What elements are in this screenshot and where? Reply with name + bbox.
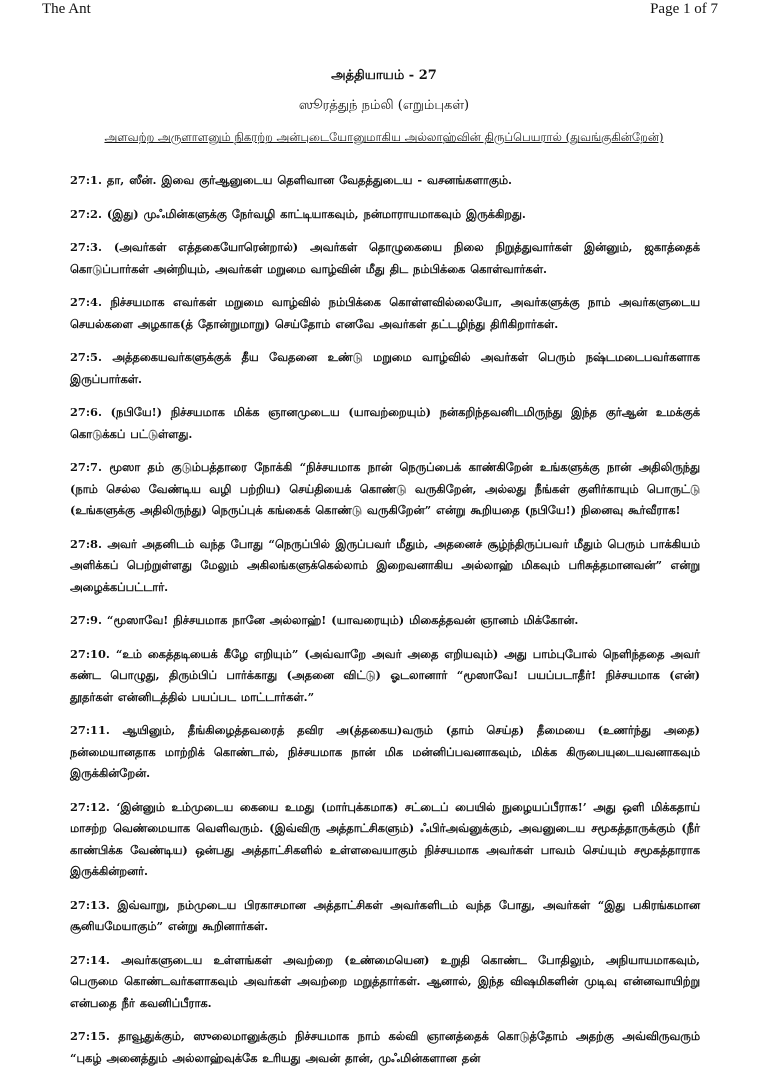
basmala-line: [0, 130, 768, 146]
verse: 27:13. இவ்வாறு, நம்முடைய பிரகாசமான அத்தாட்சிகள் அவர்களிடம் வந்த போது, அவர்கள் “இது பகிரங்கமான சூனியமேயாகும்” என்று கூறினார்கள்.: [70, 897, 700, 933]
verse: 27:4. நிச்சயமாக எவர்கள் மறுமை வாழ்வில் நம்பிக்கை கொள்ளவில்லையோ, அவர்களுக்கு நாம் அவர்களுடைய செயல்களை அழகாக(த் தோன்றுமாறு) செய்தோம் எனவே அவர்கள் தட்டழிந்து திரிகிறார்கள்.: [70, 295, 700, 331]
verse: 27:1. தா, ஸீன். இவை குர்ஆனுடைய தெளிவான வேதத்துடைய - வசனங்களாகும்.: [70, 173, 512, 187]
verse: 27:2. (இது) முஃமின்களுக்கு நேர்வழி காட்டியாகவும், நன்மாராயமாகவும் இருக்கிறது.: [70, 206, 526, 221]
verse: 27:6. (நபியே!) நிச்சயமாக மிக்க ஞானமுடைய (யாவற்றையும்) நன்கறிந்தவனிடமிருந்து இந்த குர்ஆன் உமக்குக் கொடுக்கப் பட்டுள்ளது.: [70, 405, 700, 441]
verse: 27:12. ‘இன்னும் உம்முடைய கையை உமது (மார்புக்கமாக) சட்டைப் பையில் நுழையப்பீராக!’ அது ஒளி மிக்கதாய் மாசற்ற வெண்மையாக வெளிவரும். (இவ்விரு அத்தாட்சிகளும்) ஃபிர்அவ்னுக்கும், அவனுடைய சமூகத்தாருக்கும் (நீர் காண்பிக்க வேண்டிய) ஒன்பது அத்தாட்சிகளில் உள்ளவையாகும் நிச்சயமாக அவர்கள் பாவம் செய்யும் சமூகத்தாராக இருக்கின்றனர்.: [70, 799, 700, 878]
verse: 27:14. அவர்களுடைய உள்ளங்கள் அவற்றை (உண்மையென) உறுதி கொண்ட போதிலும், அநியாயமாகவும், பெருமை கொண்டவர்களாகவும் அவர்கள் அவற்றை மறுத்தார்கள். ஆனால், இந்த விஷமிகளின் முடிவு என்னவாயிற்று என்பதை நீர் கவனிப்பீராக.: [70, 952, 700, 1010]
verse: 27:7. மூஸா தம் குடும்பத்தாரை நோக்கி “நிச்சயமாக நான் நெருப்பைக் காண்கிறேன் உங்களுக்கு நான் அதிலிருந்து (நாம் செல்ல வேண்டிய வழி பற்றிய) செய்தியைக் கொண்டு வருகிறேன், அல்லது நீங்கள் குளிர்காயும் பொருட்டு (உங்களுக்கு அதிலிருந்து) நெருப்புக் கங்கைக் கொண்டு வருகிறேன்” என்று கூறியதை (நபியே!) நினைவு கூர்வீராக!: [70, 460, 700, 517]
document-title: The Ant: [42, 1, 91, 17]
page-header: [0, 0, 768, 20]
verse: 27:5. அத்தகையவர்களுக்குக் தீய வேதனை உண்டு மறுமை வாழ்வில் அவர்கள் பெரும் நஷ்டமடைபவர்களாக இருப்பார்கள்.: [70, 350, 700, 386]
basmala-text: அளவற்ற அருளாளனும் நிகரற்ற அன்புடையோனுமாகிய அல்லாஹ்வின் திருப்பெயரால் (துவங்குகின்றேன்): [104, 130, 664, 144]
verse: 27:9. “மூஸாவே! நிச்சயமாக நானே அல்லாஹ்! (யாவரையும்) மிகைத்தவன் ஞானம் மிக்கோன்.: [70, 613, 579, 627]
page-indicator: Page 1 of 7: [650, 1, 718, 17]
verse: 27:10. “உம் கைத்தடியைக் கீழே எறியும்” (அவ்வாறே அவர் அதை எறியவும்) அது பாம்புபோல் நெளிந்ததை அவர் கண்ட பொழுது, திரும்பிப் பார்க்காது (அதனை விட்டு) ஓடலானார் “மூஸாவே! பயப்படாதீர்! நிச்சயமாக (என்) தூதர்கள் என்னிடத்தில் பயப்பட மாட்டார்கள்.”: [70, 646, 700, 704]
verse: 27:11. ஆயினும், தீங்கிழைத்தவரைத் தவிர அ(த்தகைய)வரும் (தாம் செய்த) தீமையை (உணர்ந்து அதை) நன்மையானதாக மாற்றிக் கொண்டால், நிச்சயமாக நான் மிக மன்னிப்பவனாகவும், மிக்க கிருபையுடையவனாகவும் இருக்கின்றேன்.: [70, 723, 700, 780]
chapter-heading: அத்தியாயம் - 27: [331, 68, 437, 83]
verse-list: [70, 170, 700, 1081]
verse: 27:3. (அவர்கள் எத்தகையோரென்றால்) அவர்கள் தொழுகையை நிலை நிறுத்துவார்கள் இன்னும், ஜகாத்தைக் கொடுப்பார்கள் அன்றியும், அவர்கள் மறுமை வாழ்வின் மீது திட நம்பிக்கை கொள்வார்கள்.: [70, 240, 700, 276]
verse: 27:15. தாவூதுக்கும், ஸுலைமானுக்கும் நிச்சயமாக நாம் கல்வி ஞானத்தைக் கொடுத்தோம் அதற்கு அவ்விருவரும் “புகழ் அனைத்தும் அல்லாஹ்வுக்கே உரியது அவன் தான், முஃமின்களான தன்: [70, 1029, 700, 1065]
verse: 27:8. அவர் அதனிடம் வந்த போது “நெருப்பில் இருப்பவர் மீதும், அதனைச் சூழ்ந்திருப்பவர் மீதும் பெரும் பாக்கியம் அளிக்கப் பெற்றுள்ளது மேலும் அகிலங்களுக்கெல்லாம் இறைவனாகிய அல்லாஹ் மிகவும் பரிசுத்தமானவன்” என்று அழைக்கப்பட்டார்.: [70, 536, 700, 594]
surah-title: ஸூரத்துந் நம்லி (எறும்புகள்): [298, 98, 470, 113]
